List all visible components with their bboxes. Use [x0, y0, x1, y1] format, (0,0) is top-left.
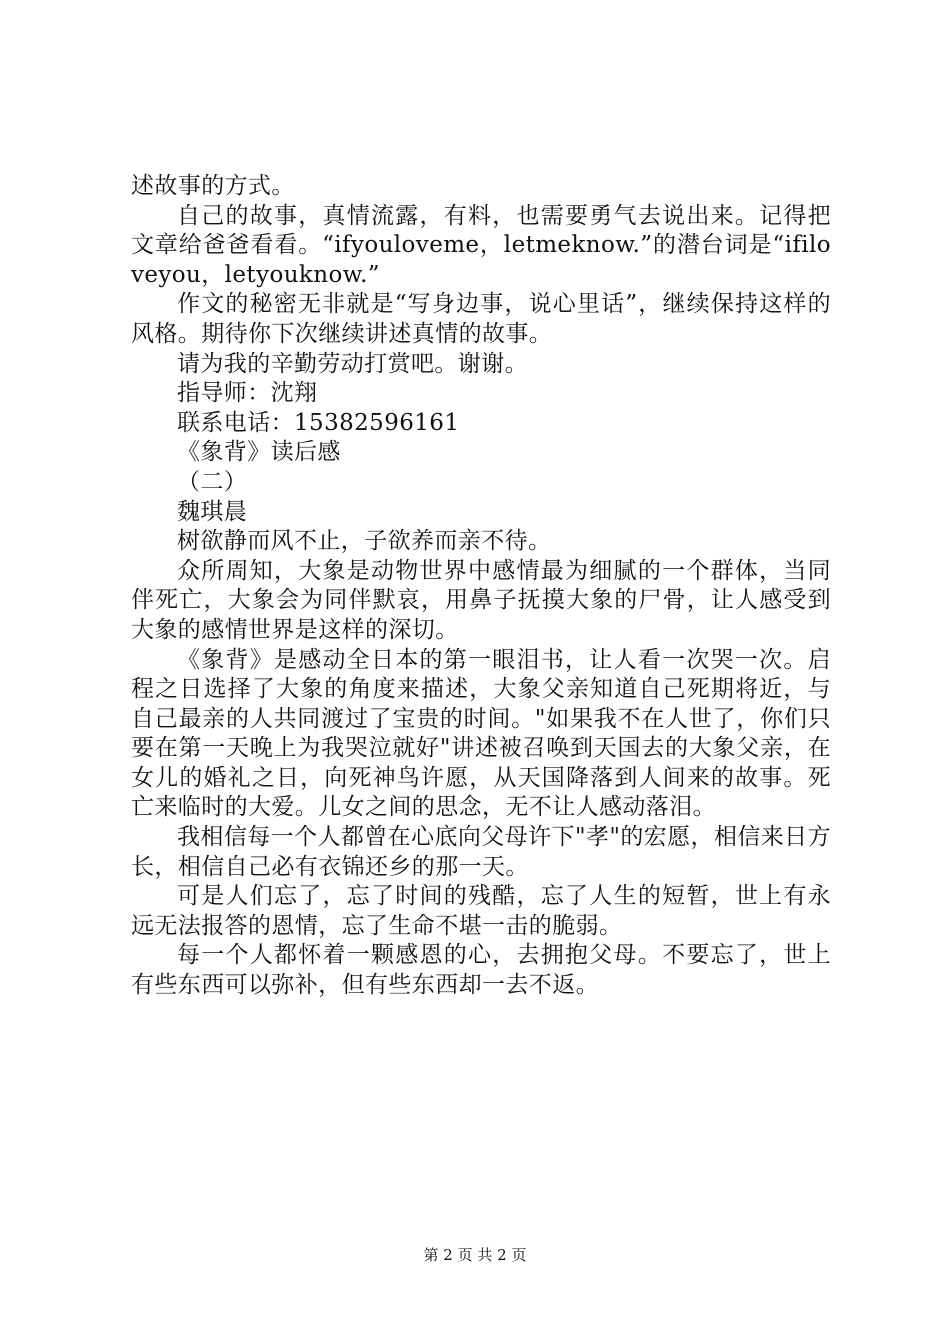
document-body	[131, 172, 831, 1001]
paragraph: 每一个人都怀着一颗感恩的心，去拥抱父母。不要忘了，世上有些东西可以弥补，但有些东西却一去不返。	[131, 942, 831, 999]
paragraph: 众所周知，大象是动物世界中感情最为细腻的一个群体，当同伴死亡，大象会为同伴默哀，用鼻子抚摸大象的尸骨，让人感受到大象的感情世界是这样的深切。	[131, 557, 831, 643]
paragraph: 自己的故事，真情流露，有料，也需要勇气去说出来。记得把文章给爸爸看看。“ifyouloveme，letmeknow.”的潜台词是“ifiloveyou，letyouknow.”	[131, 202, 831, 288]
essay-title: 《象背》读后感	[177, 439, 341, 466]
paragraph: 树欲静而风不止，子欲养而亲不待。	[177, 528, 552, 555]
paragraph: 我相信每一个人都曾在心底向父母许下"孝"的宏愿，相信来日方长，相信自己必有衣锦还乡的那一天。	[131, 824, 831, 880]
page-footer: 第 2 页 共 2 页	[423, 1246, 527, 1264]
paragraph: 作文的秘密无非就是“写身边事，说心里话”，继续保持这样的风格。期待你下次继续讲述真情的故事。	[131, 291, 831, 347]
phone-line: 联系电话：15382596161	[177, 409, 460, 436]
author-name: 魏琪晨	[177, 498, 248, 525]
paragraph: 述故事的方式。	[131, 173, 295, 199]
paragraph: 《象背》是感动全日本的第一眼泪书，让人看一次哭一次。启程之日选择了大象的角度来描述，大象父亲知道自己死期将近，与自己最亲的人共同渡过了宝贵的时间。"如果我不在人世了，你们只要在第一天晚上为我哭泣就好"讲述被召唤到天国去的大象父亲，在女儿的婚礼之日，向死神鸟许愿，从天国降落到人间来的故事。死亡来临时的大爱。儿女之间的思念，无不让人感动落泪。	[131, 646, 831, 821]
paragraph: 请为我的辛勤劳动打赏吧。谢谢。	[177, 350, 528, 377]
paragraph: 可是人们忘了，忘了时间的残酷，忘了人生的短暂，世上有永远无法报答的恩情，忘了生命不堪一击的脆弱。	[131, 883, 831, 939]
instructor-line: 指导师：沈翔	[177, 380, 318, 407]
essay-subtitle: （二）	[177, 468, 248, 495]
